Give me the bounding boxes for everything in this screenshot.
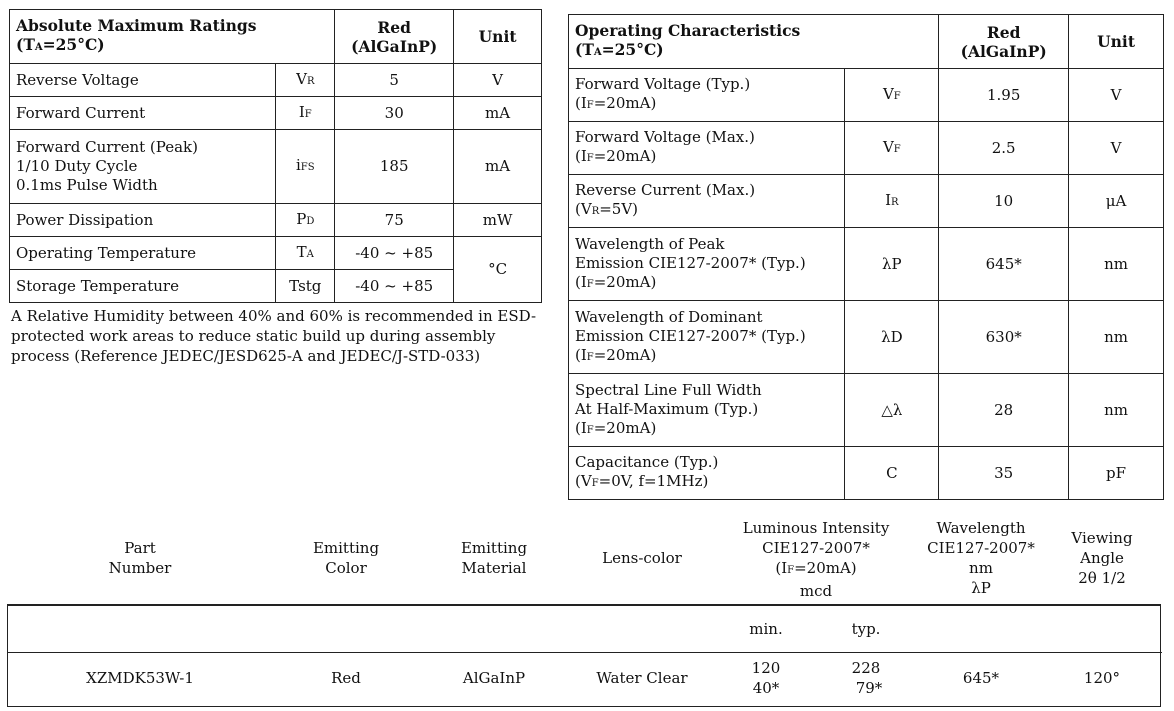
abs-param: Forward Current	[10, 97, 276, 130]
header-emitting-color: Emitting Color	[312, 539, 380, 577]
abs-unit: mA	[454, 97, 542, 130]
abs-param: Forward Current (Peak) 1/10 Duty Cycle 0.1ms Pulse Width	[10, 130, 276, 204]
abs-title: Absolute Maximum Ratings	[16, 16, 257, 35]
header-viewing-angle: Viewing Angle 2θ 1/2	[1071, 529, 1133, 587]
table-row	[10, 97, 542, 130]
abs-col-red: Red	[377, 17, 411, 37]
absolute-maximum-ratings-table	[9, 9, 542, 303]
op-unit: nm	[1069, 374, 1164, 447]
header-luminous-intensity: Luminous Intensity CIE127-2007* (IF=20mA) mcd	[742, 519, 890, 600]
op-unit: V	[1069, 69, 1164, 122]
table-row	[10, 130, 542, 204]
header-part-number: Part Number	[108, 539, 172, 577]
operating-characteristics-table	[568, 14, 1164, 500]
typ-label: typ.	[851, 620, 881, 638]
op-symbol: C	[845, 447, 939, 500]
abs-condition: (TA=25°C)	[16, 35, 105, 54]
op-condition: (TA=25°C)	[575, 40, 664, 59]
abs-param: Operating Temperature	[10, 237, 276, 270]
op-value: 28	[939, 374, 1069, 447]
op-param: Wavelength of Peak Emission CIE127-2007* (Typ.) (IF=20mA)	[569, 228, 845, 301]
op-param: Forward Voltage (Max.) (IF=20mA)	[569, 122, 845, 175]
abs-value: 30	[335, 97, 454, 130]
emitting-color-cell: Red	[331, 669, 361, 687]
table-row	[569, 374, 1164, 447]
abs-symbol: Tstg	[276, 270, 335, 303]
abs-header-unit: Unit	[454, 10, 542, 64]
op-unit: μA	[1069, 175, 1164, 228]
op-value: 35	[939, 447, 1069, 500]
abs-value: 185	[335, 130, 454, 204]
abs-unit: mA	[454, 130, 542, 204]
table-row	[10, 204, 542, 237]
op-header-red	[939, 15, 1069, 69]
abs-param: Power Dissipation	[10, 204, 276, 237]
op-param: Reverse Current (Max.) (VR=5V)	[569, 175, 845, 228]
min-label: min.	[749, 620, 783, 638]
op-header-title	[569, 15, 939, 69]
abs-symbol: TA	[276, 237, 335, 270]
header-emitting-material: Emitting Material	[460, 539, 528, 577]
op-value: 10	[939, 175, 1069, 228]
op-param: Capacitance (Typ.) (VF=0V, f=1MHz)	[569, 447, 845, 500]
header-lens-color: Lens-color	[602, 549, 682, 567]
table-row	[569, 175, 1164, 228]
lens-color-cell: Water Clear	[596, 669, 688, 687]
abs-col-material: (AlGaInP)	[351, 36, 438, 56]
op-unit: nm	[1069, 228, 1164, 301]
op-unit: V	[1069, 122, 1164, 175]
op-value: 645*	[939, 228, 1069, 301]
viewing-angle-cell: 120°	[1083, 669, 1121, 687]
part-number-cell: XZMDK53W-1	[86, 669, 194, 687]
op-param: Forward Voltage (Typ.) (IF=20mA)	[569, 69, 845, 122]
op-col-material: (AlGaInP)	[960, 41, 1047, 61]
op-param: Spectral Line Full Width At Half-Maximum (Typ.) (IF=20mA)	[569, 374, 845, 447]
op-value: 2.5	[939, 122, 1069, 175]
op-col-red: Red	[986, 22, 1021, 42]
op-value: 630*	[939, 301, 1069, 374]
abs-value: 5	[335, 64, 454, 97]
op-value: 1.95	[939, 69, 1069, 122]
abs-value: -40 ~ +85	[335, 237, 454, 270]
emitting-material-cell: AlGaInP	[462, 669, 526, 687]
product-table-box	[7, 604, 1161, 707]
op-header-unit: Unit	[1069, 15, 1164, 69]
wavelength-cell: 645*	[962, 669, 1000, 687]
abs-param: Storage Temperature	[10, 270, 276, 303]
abs-header-title	[10, 10, 335, 64]
op-unit: nm	[1069, 301, 1164, 374]
abs-temp-unit: °C	[454, 237, 542, 303]
abs-symbol: IF	[276, 97, 335, 130]
op-symbol: IR	[845, 175, 939, 228]
op-title: Operating Characteristics	[575, 21, 801, 40]
min-intensity-cell: 120 40*	[751, 659, 781, 697]
humidity-note: A Relative Humidity between 40% and 60% is recommended in ESD-protected work areas to reduce static build up during assembly process (Reference JEDEC/JESD625-A and JEDEC/J-STD-033)	[11, 307, 537, 365]
op-param: Wavelength of Dominant Emission CIE127-2007* (Typ.) (IF=20mA)	[569, 301, 845, 374]
op-symbol: VF	[845, 122, 939, 175]
table-row	[10, 237, 542, 270]
table-row	[569, 301, 1164, 374]
table-row	[10, 64, 542, 97]
op-symbol: VF	[845, 69, 939, 122]
header-wavelength: Wavelength CIE127-2007* nm λP	[927, 519, 1035, 597]
op-symbol: λP	[845, 228, 939, 301]
abs-symbol: PD	[276, 204, 335, 237]
table-row	[569, 69, 1164, 122]
abs-symbol: VR	[276, 64, 335, 97]
abs-param: Reverse Voltage	[10, 64, 276, 97]
table-row	[569, 228, 1164, 301]
abs-value: 75	[335, 204, 454, 237]
abs-value: -40 ~ +85	[335, 270, 454, 303]
abs-unit: V	[454, 64, 542, 97]
table-row	[569, 447, 1164, 500]
product-table-divider	[7, 652, 1162, 653]
op-symbol: △λ	[845, 374, 939, 447]
op-unit: pF	[1069, 447, 1164, 500]
abs-header-red	[335, 10, 454, 64]
typ-intensity-cell: 228 79*	[851, 659, 883, 697]
op-symbol: λD	[845, 301, 939, 374]
abs-symbol: iFS	[276, 130, 335, 204]
abs-unit: mW	[454, 204, 542, 237]
table-row	[569, 122, 1164, 175]
